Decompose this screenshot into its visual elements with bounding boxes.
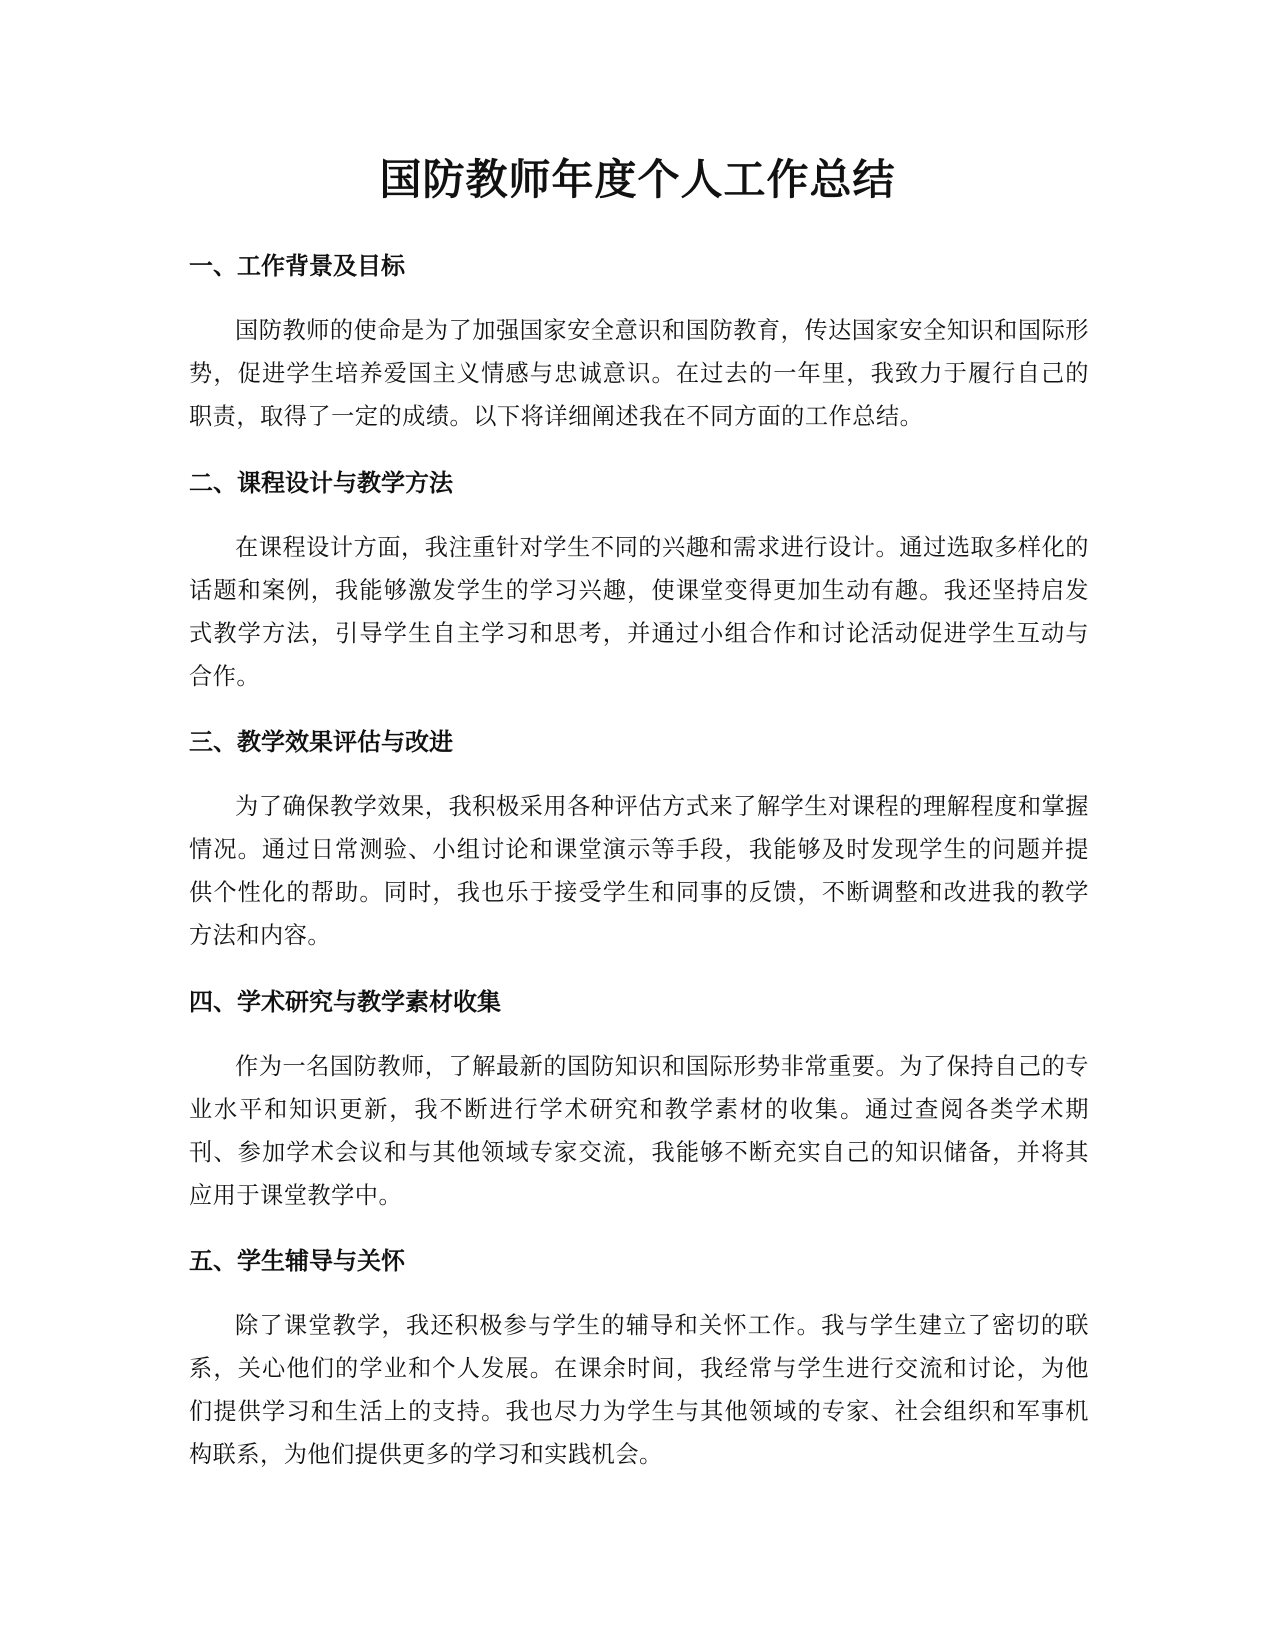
section-student-guidance xyxy=(189,1244,1089,1476)
section-work-background xyxy=(189,249,1089,438)
section-teaching-evaluation xyxy=(189,725,1089,957)
section-heading: 五、学生辅导与关怀 xyxy=(189,1247,405,1275)
section-paragraph: 国防教师的使命是为了加强国家安全意识和国防教育，传达国家安全知识和国际形势，促进学生培养爱国主义情感与忠诚意识。在过去的一年里，我致力于履行自己的职责，取得了一定的成绩。以下将详细阐述我在不同方面的工作总结。 xyxy=(189,317,1089,430)
section-heading: 二、课程设计与教学方法 xyxy=(189,469,453,497)
section-course-design xyxy=(189,466,1089,698)
section-academic-research xyxy=(189,985,1089,1217)
section-paragraph: 除了课堂教学，我还积极参与学生的辅导和关怀工作。我与学生建立了密切的联系，关心他们的学业和个人发展。在课余时间，我经常与学生进行交流和讨论，为他们提供学习和生活上的支持。我也尽力为学生与其他领域的专家、社会组织和军事机构联系，为他们提供更多的学习和实践机会。 xyxy=(189,1312,1089,1468)
document-title: 国防教师年度个人工作总结 xyxy=(379,155,896,204)
section-heading: 三、教学效果评估与改进 xyxy=(189,728,453,756)
section-paragraph: 为了确保教学效果，我积极采用各种评估方式来了解学生对课程的理解程度和掌握情况。通过日常测验、小组讨论和课堂演示等手段，我能够及时发现学生的问题并提供个性化的帮助。同时，我也乐于接受学生和同事的反馈，不断调整和改进我的教学方法和内容。 xyxy=(189,793,1089,949)
section-heading: 一、工作背景及目标 xyxy=(189,252,405,280)
section-heading: 四、学术研究与教学素材收集 xyxy=(189,988,501,1016)
section-paragraph: 在课程设计方面，我注重针对学生不同的兴趣和需求进行设计。通过选取多样化的话题和案例，我能够激发学生的学习兴趣，使课堂变得更加生动有趣。我还坚持启发式教学方法，引导学生自主学习和思考，并通过小组合作和讨论活动促进学生互动与合作。 xyxy=(189,534,1089,690)
section-paragraph: 作为一名国防教师，了解最新的国防知识和国际形势非常重要。为了保持自己的专业水平和知识更新，我不断进行学术研究和教学素材的收集。通过查阅各类学术期刊、参加学术会议和与其他领域专家交流，我能够不断充实自己的知识储备，并将其应用于课堂教学中。 xyxy=(189,1053,1089,1209)
